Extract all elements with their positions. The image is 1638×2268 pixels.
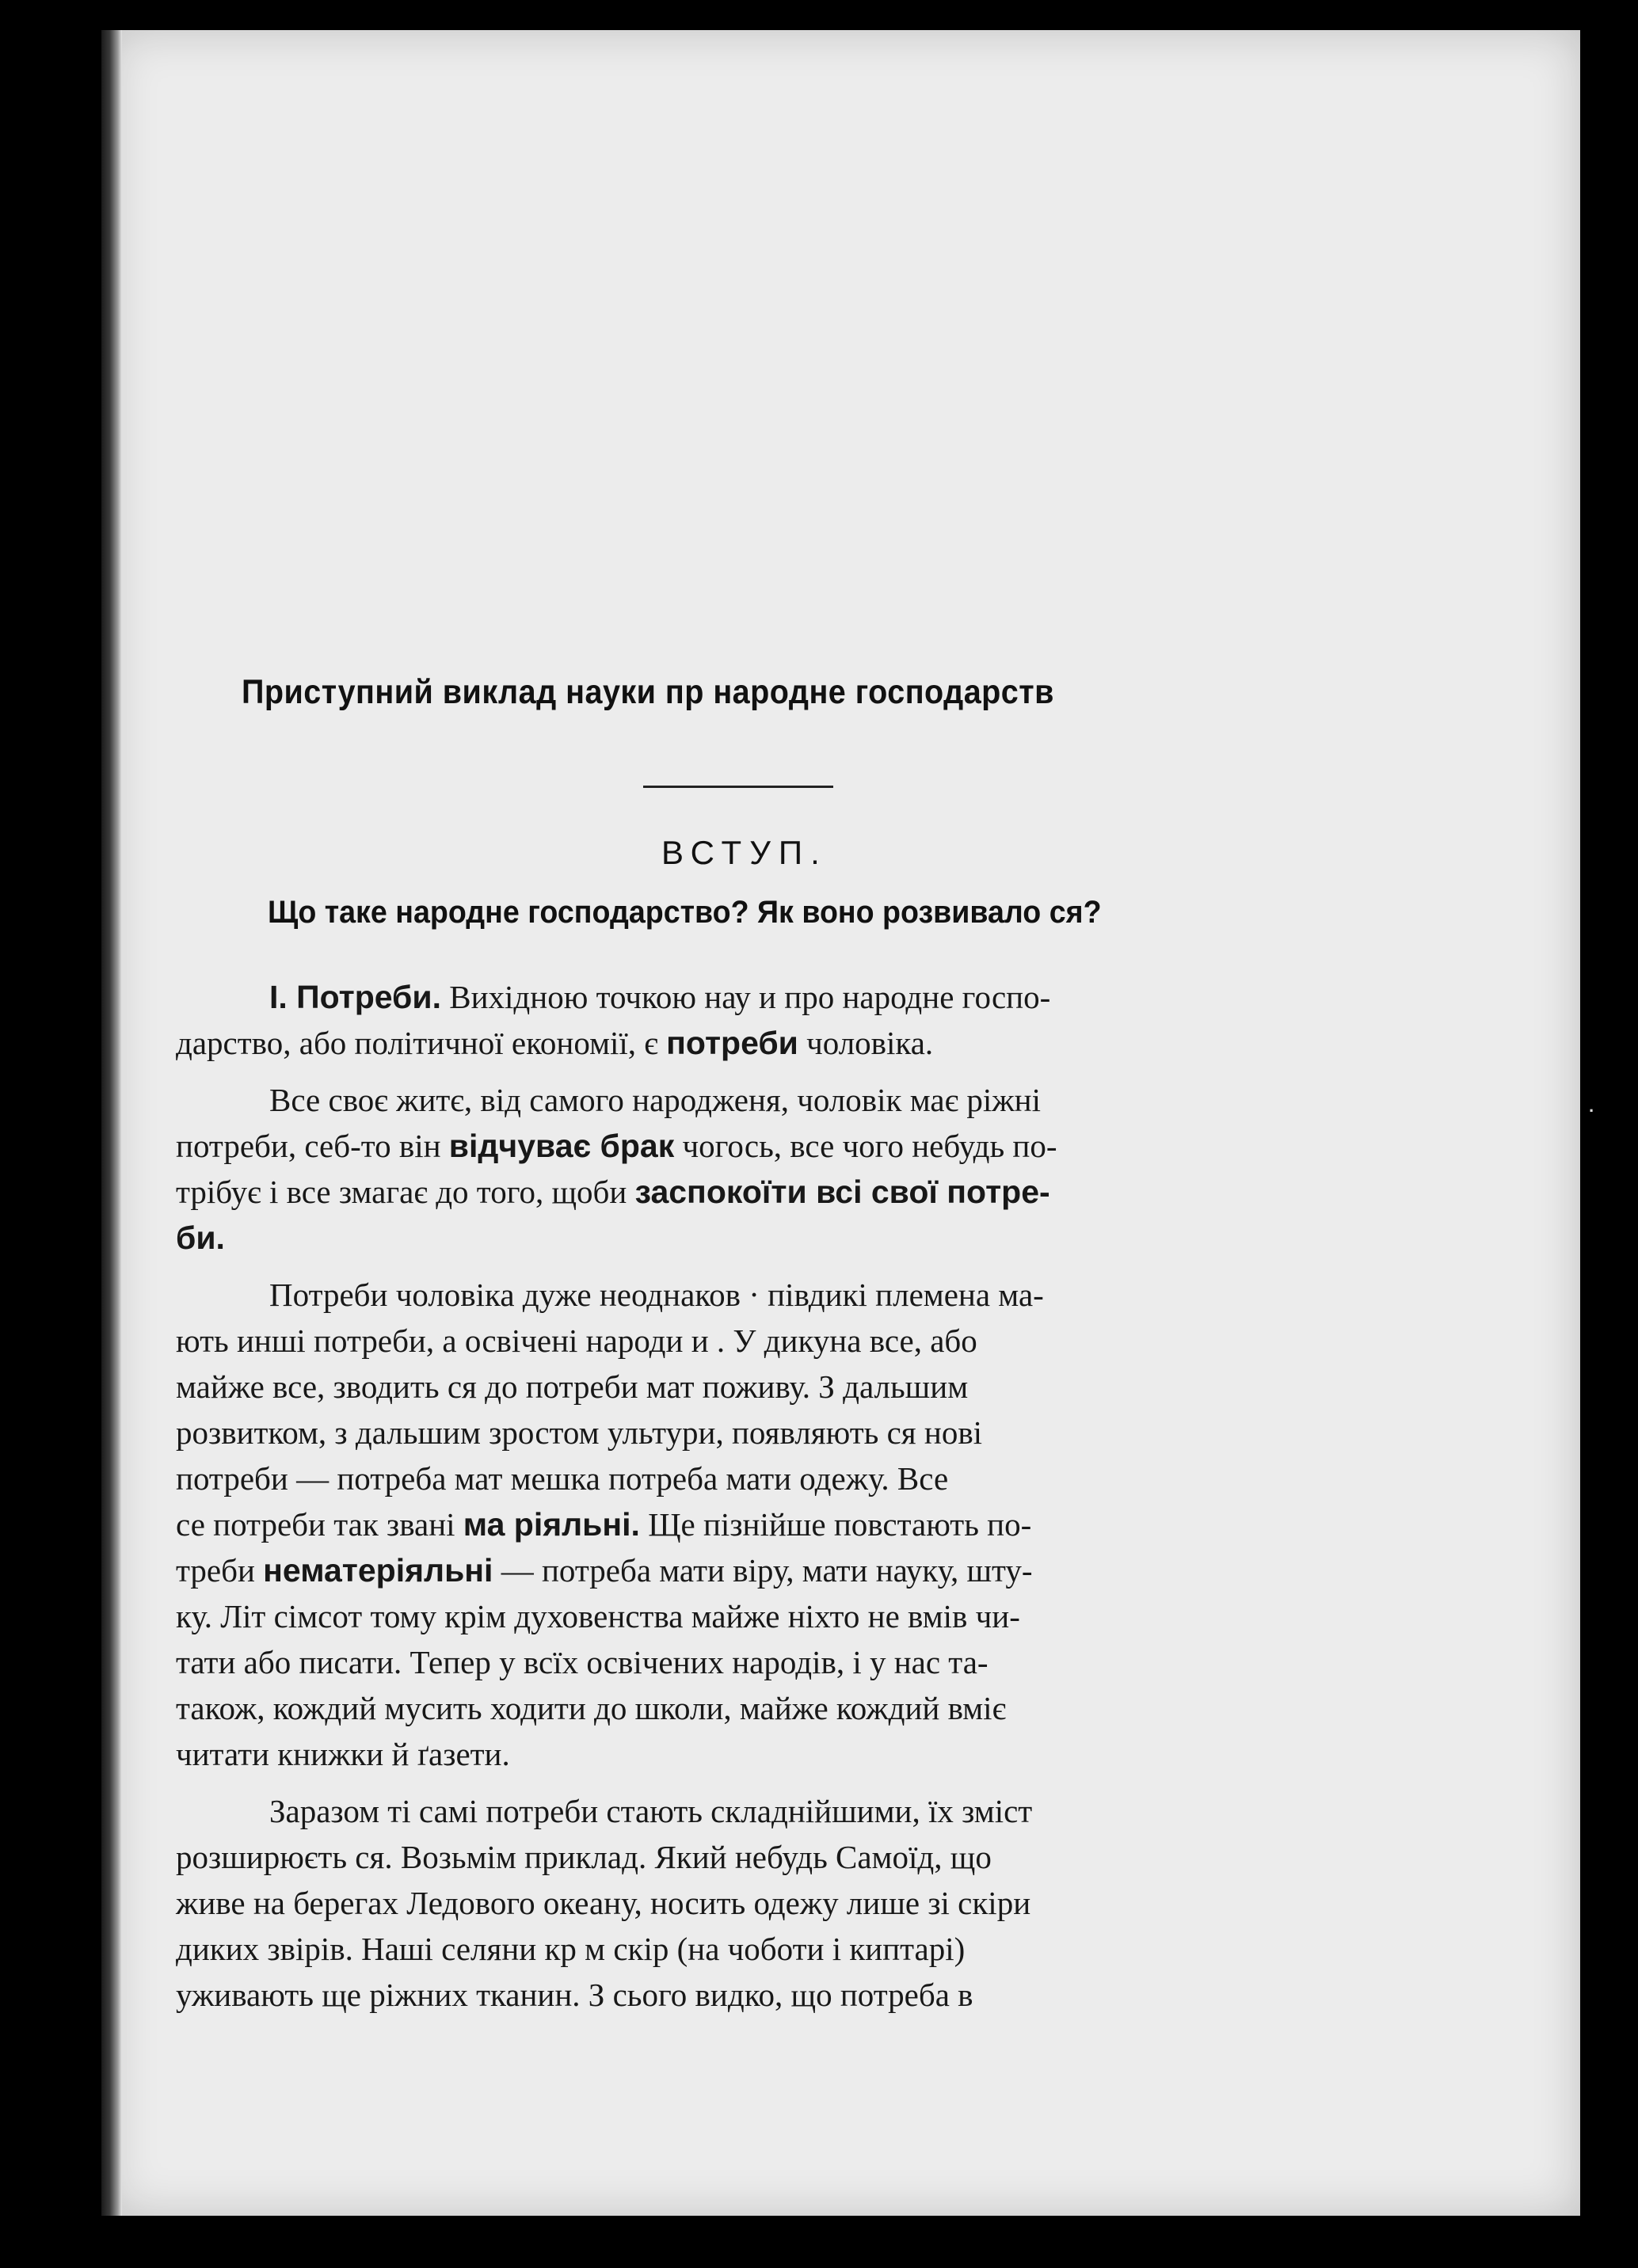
text-run: диких звірів. Наші селяни кр м скір (на чоботи і киптарі)	[176, 1931, 966, 1967]
paragraph	[176, 1077, 1356, 1261]
text-run: майже все, зводить ся до потреби мат поживу. З дальшим	[176, 1368, 969, 1405]
bold-term: нематеріяльні	[263, 1552, 493, 1589]
text-run: Потреби чоловіка дуже неоднаков · півдикі племена ма-	[269, 1277, 1044, 1313]
paragraph	[176, 1788, 1356, 2018]
body-text	[176, 974, 1356, 2018]
text-line	[176, 1456, 1356, 1501]
text-line	[176, 1593, 1356, 1639]
section-title: ВСТУП.	[661, 834, 828, 871]
text-line	[176, 1788, 1356, 1834]
text-line	[176, 1077, 1356, 1123]
text-run: потреби, себ-то він	[176, 1128, 449, 1164]
section-question: Що таке народне господарство? Як воно розвивало ся?	[268, 895, 1102, 930]
text-line	[176, 1123, 1356, 1169]
bold-term: потреби	[666, 1025, 798, 1061]
text-run: живе на берегах Ледового океану, носить одежу лише зі скіри	[176, 1885, 1031, 1921]
text-run: Вихідною точкою нау и про народне госпо-	[440, 979, 1051, 1015]
bold-term: І. Потреби.	[269, 979, 441, 1015]
text-line	[176, 1972, 1356, 2018]
text-line	[176, 1364, 1356, 1410]
text-run: тати або писати. Тепер у всїх освічених народів, і у нас та-	[176, 1644, 989, 1680]
text-line	[176, 1685, 1356, 1731]
text-line	[176, 1020, 1356, 1066]
text-run: ку. Літ сімсот тому крім духовенства майже ніхто не вмів чи-	[176, 1598, 1020, 1634]
paragraph	[176, 974, 1356, 1066]
text-line	[176, 1410, 1356, 1456]
text-line	[176, 1318, 1356, 1364]
text-run: Ще пізнійше повстають по-	[639, 1506, 1032, 1543]
text-run: розвитком, з дальшим зростом ультури, появляють ся нові	[176, 1414, 983, 1451]
text-line	[176, 1215, 1356, 1261]
text-run: треби	[176, 1552, 264, 1589]
text-line	[176, 1639, 1356, 1685]
text-line	[176, 974, 1356, 1020]
text-run: трібує і все змагає до того, щоби	[176, 1174, 635, 1210]
text-line	[176, 1272, 1356, 1318]
bold-term: відчуває брак	[448, 1128, 675, 1164]
text-run: ють инші потреби, а освічені народи и . У дикуна все, або	[176, 1322, 977, 1359]
text-run: се потреби так звані	[176, 1506, 463, 1543]
book-title: Приступний виклад науки пр народне господарств	[242, 673, 1054, 711]
page-binding-edge	[101, 30, 122, 2216]
bold-term: заспокоїти всі свої потре-	[634, 1174, 1050, 1210]
margin-mark: ·	[1589, 1101, 1595, 1121]
text-line	[176, 1731, 1356, 1777]
paragraph	[176, 1272, 1356, 1777]
text-run: чогось, все чого небудь по-	[674, 1128, 1057, 1164]
bold-term: ма ріяльні.	[463, 1506, 640, 1543]
text-run: потреби — потреба мат мешка потреба мати одежу. Все	[176, 1460, 949, 1497]
text-run: Все своє житє, від самого народженя, чоловік має ріжні	[269, 1082, 1041, 1118]
text-line	[176, 1834, 1356, 1880]
text-line	[176, 1169, 1356, 1215]
text-run: — потреба мати віру, мати науку, шту-	[493, 1552, 1033, 1589]
text-run: Заразом ті самі потреби стають складнійшими, їх зміст	[269, 1793, 1033, 1829]
text-line	[176, 1926, 1356, 1972]
text-run: дарство, або політичної економії, є	[176, 1025, 667, 1061]
text-line	[176, 1880, 1356, 1926]
text-run: також, кождий мусить ходити до школи, майже кождий вміє	[176, 1690, 1007, 1726]
text-run: читати книжки й ґазети.	[176, 1736, 510, 1772]
text-run: розширюєть ся. Возьмім приклад. Який небудь Самоїд, що	[176, 1839, 992, 1875]
text-run: чоловіка.	[798, 1025, 934, 1061]
bold-term: би.	[176, 1220, 225, 1256]
text-run: уживають ще ріжних тканин. З сього видко, що потреба в	[176, 1977, 973, 2013]
title-divider	[643, 786, 833, 788]
text-line	[176, 1547, 1356, 1593]
text-line	[176, 1501, 1356, 1547]
